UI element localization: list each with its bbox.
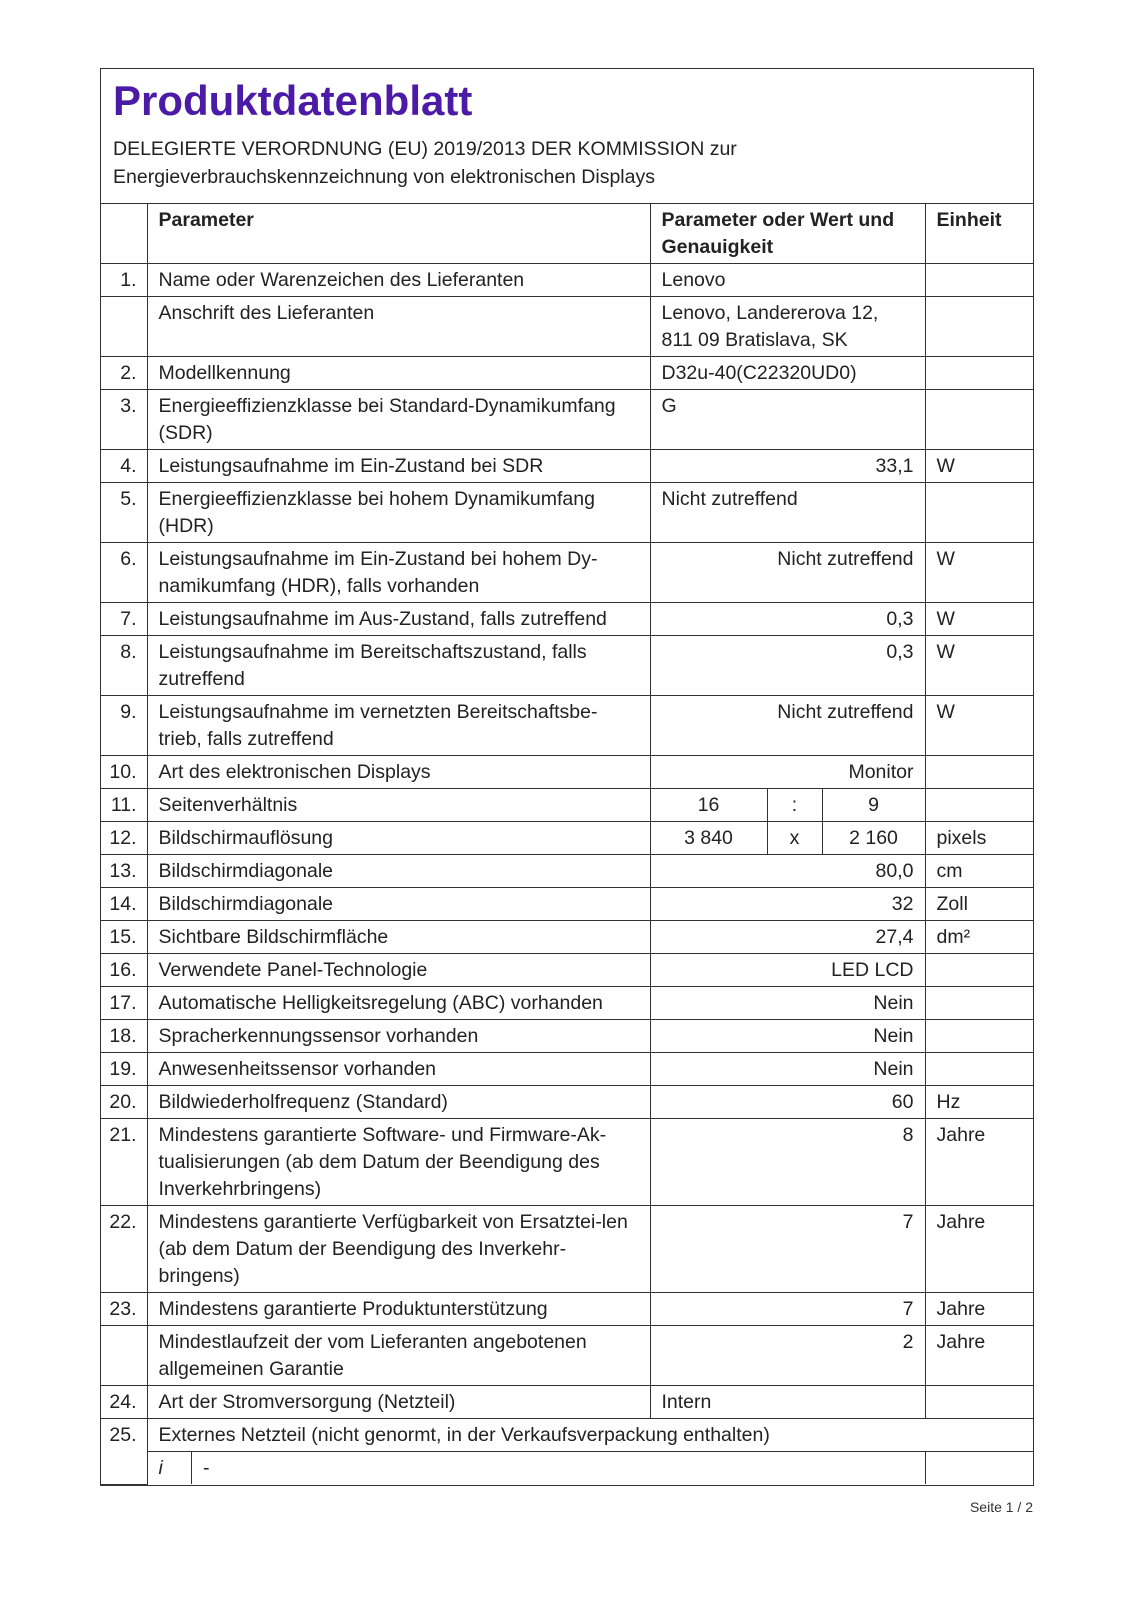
parameter-cell: Art der Stromversorgung (Netzteil): [147, 1386, 650, 1419]
parameter-cell: Modellkennung: [147, 357, 650, 390]
value-cell: 33,1: [650, 450, 925, 483]
value-cell: 80,0: [650, 855, 925, 888]
table-row: [101, 822, 1033, 855]
header-value: Parameter oder Wert und Genauigkeit: [650, 204, 925, 264]
row-number: 22.: [101, 1206, 147, 1293]
header-parameter: Parameter: [147, 204, 650, 264]
unit-cell: [925, 1053, 1033, 1086]
row-number: 6.: [101, 543, 147, 603]
unit-cell: [925, 264, 1033, 297]
table-row: [101, 954, 1033, 987]
value-part-1: 16: [650, 789, 767, 822]
external-psu-subrow: [147, 1452, 925, 1485]
parameter-cell: Bildschirmdiagonale: [147, 855, 650, 888]
unit-cell: [925, 357, 1033, 390]
value-separator: x: [767, 822, 822, 855]
parameter-cell: Bildschirmauflösung: [147, 822, 650, 855]
value-cell: 0,3: [650, 603, 925, 636]
unit-cell: [925, 756, 1033, 789]
unit-cell: W: [925, 450, 1033, 483]
unit-cell: Jahre: [925, 1206, 1033, 1293]
value-cell: Nicht zutreffend: [650, 483, 925, 543]
table-row: [101, 483, 1033, 543]
sub-value: -: [203, 1457, 210, 1479]
parameter-cell: Mindestens garantierte Produktunterstützung: [147, 1293, 650, 1326]
parameter-cell: Anschrift des Lieferanten: [147, 297, 650, 357]
page-number: Seite 1 / 2: [969, 1499, 1033, 1515]
parameter-cell: Mindestlaufzeit der vom Lieferanten angebotenen allgemeinen Garantie: [147, 1326, 650, 1386]
value-part-2: 2 160: [822, 822, 925, 855]
header-unit: Einheit: [925, 204, 1033, 264]
table-row: [101, 264, 1033, 297]
row-number: 17.: [101, 987, 147, 1020]
value-cell: Intern: [650, 1386, 925, 1419]
table-row: [101, 1119, 1033, 1206]
table-row: [101, 543, 1033, 603]
row-number: 23.: [101, 1293, 147, 1326]
row-number: 21.: [101, 1119, 147, 1206]
unit-cell: dm²: [925, 921, 1033, 954]
unit-cell: [925, 1386, 1033, 1419]
value-cell: Nicht zutreffend: [650, 543, 925, 603]
parameter-table: [101, 204, 1033, 1485]
value-cell: LED LCD: [650, 954, 925, 987]
table-row: [101, 921, 1033, 954]
value-cell: G: [650, 390, 925, 450]
parameter-cell: Bildwiederholfrequenz (Standard): [147, 1086, 650, 1119]
row-number: 10.: [101, 756, 147, 789]
table-row: [101, 987, 1033, 1020]
row-number: 11.: [101, 789, 147, 822]
parameter-cell: Verwendete Panel-Technologie: [147, 954, 650, 987]
unit-cell: cm: [925, 855, 1033, 888]
row-number: [101, 1326, 147, 1386]
row-number: 14.: [101, 888, 147, 921]
table-row: [101, 1020, 1033, 1053]
unit-cell: W: [925, 603, 1033, 636]
table-row: [101, 1326, 1033, 1386]
row-number: 3.: [101, 390, 147, 450]
value-cell: 2: [650, 1326, 925, 1386]
value-cell: 7: [650, 1206, 925, 1293]
unit-cell: Jahre: [925, 1119, 1033, 1206]
table-row: [101, 1086, 1033, 1119]
table-row: [101, 1386, 1033, 1419]
sheet-header: [101, 69, 1033, 204]
unit-cell: [925, 1452, 1033, 1485]
unit-cell: W: [925, 543, 1033, 603]
unit-cell: [925, 954, 1033, 987]
parameter-cell: Sichtbare Bildschirmfläche: [147, 921, 650, 954]
value-cell: D32u-40(C22320UD0): [650, 357, 925, 390]
row-number: 13.: [101, 855, 147, 888]
unit-cell: Zoll: [925, 888, 1033, 921]
external-psu-heading: Externes Netzteil (nicht genormt, in der Verkaufsverpackung enthalten): [147, 1419, 1033, 1452]
value-cell: Nicht zutreffend: [650, 696, 925, 756]
unit-cell: Jahre: [925, 1326, 1033, 1386]
table-row: [101, 603, 1033, 636]
table-row: [101, 1452, 1033, 1485]
unit-cell: [925, 789, 1033, 822]
value-cell: Nein: [650, 1053, 925, 1086]
table-row: [101, 855, 1033, 888]
parameter-cell: Leistungsaufnahme im Aus-Zustand, falls zutreffend: [147, 603, 650, 636]
table-row: [101, 357, 1033, 390]
table-row: [101, 888, 1033, 921]
row-number: 25.: [101, 1419, 147, 1485]
unit-cell: [925, 987, 1033, 1020]
parameter-cell: Energieeffizienzklasse bei Standard-Dynamikumfang (SDR): [147, 390, 650, 450]
parameter-cell: Bildschirmdiagonale: [147, 888, 650, 921]
sub-label: i: [148, 1452, 192, 1484]
table-row: [101, 1419, 1033, 1452]
row-number: 20.: [101, 1086, 147, 1119]
value-cell: 7: [650, 1293, 925, 1326]
row-number: [101, 297, 147, 357]
unit-cell: W: [925, 696, 1033, 756]
parameter-cell: Leistungsaufnahme im vernetzten Bereitschaftsbe-trieb, falls zutreffend: [147, 696, 650, 756]
unit-cell: [925, 297, 1033, 357]
row-number: 8.: [101, 636, 147, 696]
table-row: [101, 756, 1033, 789]
unit-cell: [925, 390, 1033, 450]
table-row: [101, 789, 1033, 822]
table-row: [101, 1293, 1033, 1326]
value-cell: 27,4: [650, 921, 925, 954]
table-row: [101, 636, 1033, 696]
product-data-sheet: [100, 68, 1034, 1486]
table-row: [101, 696, 1033, 756]
parameter-cell: Spracherkennungssensor vorhanden: [147, 1020, 650, 1053]
parameter-cell: Seitenverhältnis: [147, 789, 650, 822]
row-number: 2.: [101, 357, 147, 390]
row-number: 24.: [101, 1386, 147, 1419]
parameter-cell: Art des elektronischen Displays: [147, 756, 650, 789]
parameter-cell: Anwesenheitssensor vorhanden: [147, 1053, 650, 1086]
page-title: Produktdatenblatt: [113, 77, 473, 124]
row-number: 16.: [101, 954, 147, 987]
parameter-cell: Energieeffizienzklasse bei hohem Dynamikumfang (HDR): [147, 483, 650, 543]
unit-cell: [925, 483, 1033, 543]
value-cell: Nein: [650, 987, 925, 1020]
row-number: 7.: [101, 603, 147, 636]
row-number: 15.: [101, 921, 147, 954]
value-separator: :: [767, 789, 822, 822]
parameter-cell: Leistungsaufnahme im Bereitschaftszustand, falls zutreffend: [147, 636, 650, 696]
value-cell: 32: [650, 888, 925, 921]
value-part-1: 3 840: [650, 822, 767, 855]
value-cell: 8: [650, 1119, 925, 1206]
row-number: 9.: [101, 696, 147, 756]
regulation-subtitle: DELEGIERTE VERORDNUNG (EU) 2019/2013 DER KOMMISSION zur Energieverbrauchskennzeichnung von elektronischen Displays: [113, 138, 737, 188]
table-row: [101, 390, 1033, 450]
table-row: [101, 297, 1033, 357]
parameter-cell: Automatische Helligkeitsregelung (ABC) vorhanden: [147, 987, 650, 1020]
header-number-cell: [101, 204, 147, 264]
table-header-row: [101, 204, 1033, 264]
unit-cell: Jahre: [925, 1293, 1033, 1326]
table-row: [101, 450, 1033, 483]
parameter-cell: Name oder Warenzeichen des Lieferanten: [147, 264, 650, 297]
row-number: 18.: [101, 1020, 147, 1053]
row-number: 12.: [101, 822, 147, 855]
value-cell: Monitor: [650, 756, 925, 789]
value-cell: 0,3: [650, 636, 925, 696]
row-number: 5.: [101, 483, 147, 543]
unit-cell: Hz: [925, 1086, 1033, 1119]
parameter-cell: Mindestens garantierte Software- und Firmware-Ak-tualisierungen (ab dem Datum der Beendigung des Inverkehrbringens): [147, 1119, 650, 1206]
parameter-cell: Leistungsaufnahme im Ein-Zustand bei SDR: [147, 450, 650, 483]
row-number: 1.: [101, 264, 147, 297]
value-cell: 60: [650, 1086, 925, 1119]
value-cell: Lenovo, Landererova 12, 811 09 Bratislava, SK: [650, 297, 925, 357]
value-part-2: 9: [822, 789, 925, 822]
parameter-cell: Leistungsaufnahme im Ein-Zustand bei hohem Dy-namikumfang (HDR), falls vorhanden: [147, 543, 650, 603]
parameter-cell: Mindestens garantierte Verfügbarkeit von Ersatztei-len (ab dem Datum der Beendigung des Inverkehr-bringens): [147, 1206, 650, 1293]
value-cell: Lenovo: [650, 264, 925, 297]
unit-cell: pixels: [925, 822, 1033, 855]
table-row: [101, 1206, 1033, 1293]
unit-cell: [925, 1020, 1033, 1053]
value-cell: Nein: [650, 1020, 925, 1053]
row-number: 4.: [101, 450, 147, 483]
table-row: [101, 1053, 1033, 1086]
unit-cell: W: [925, 636, 1033, 696]
row-number: 19.: [101, 1053, 147, 1086]
